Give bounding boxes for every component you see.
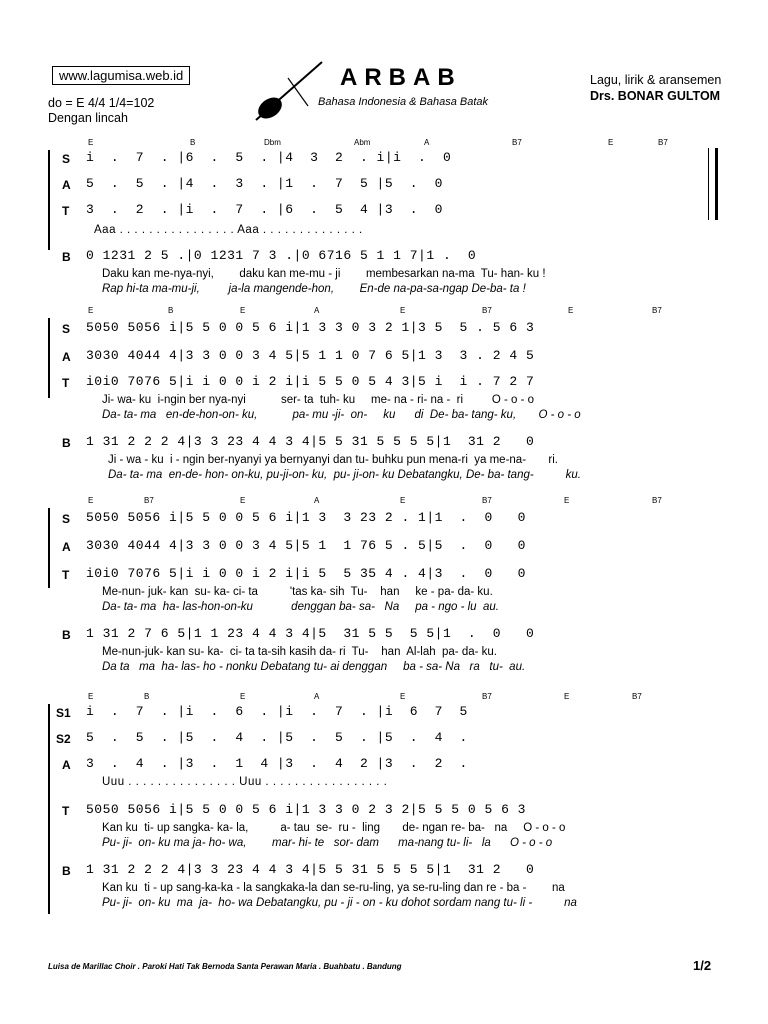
voice-row	[48, 374, 718, 392]
voice-row	[48, 224, 718, 242]
chord: A	[314, 692, 320, 701]
tempo-info	[48, 96, 154, 126]
bass-lyrics-indonesian: Ji - wa - ku i - ngin ber-nyanyi ya bernyanyi dan tu- buhku pun mena-ri ya me-na- ri.	[108, 454, 558, 466]
notes: 3030 4044 4|3 3 0 0 3 4 5|5 1 1 0 7 6 5|1 3 3 . 2 4 5	[86, 348, 535, 363]
lyrics-indonesian: Ji- wa- ku i-ngin ber nya-nyi ser- ta tuh- ku me- na - ri- na - ri O - o - o	[102, 394, 535, 406]
chord: B7	[482, 496, 492, 505]
chord: E	[608, 138, 614, 147]
voice-label: T	[62, 568, 70, 582]
vocalise: Aaa . . . . . . . . . . . . . . . . Aaa . . . . . . . . . . . . . .	[94, 224, 363, 236]
notes: 3 . 2 . |i . 7 . |6 . 5 4 |3 . 0	[86, 202, 443, 217]
tenor-lyrics-batak: Pu- ji- on- ku ma ja- ho- wa, mar- hi- te sor- dam ma-nang tu- li- la O - o - o	[102, 837, 553, 849]
notes: 1 31 2 2 2 4|3 3 23 4 4 3 4|5 5 31 5 5 5 5|1 31 2 0	[86, 434, 535, 449]
notes: 1 31 2 7 6 5|1 1 23 4 4 3 4|5 31 5 5 5 5|1 . 0 0	[86, 626, 535, 641]
chord: B7	[632, 692, 642, 701]
chord: E	[240, 692, 246, 701]
voice-label: A	[62, 350, 71, 364]
voice-label: A	[62, 758, 71, 772]
page-number: 1/2	[693, 958, 712, 973]
chord: E	[400, 496, 406, 505]
voice-row	[48, 348, 718, 366]
notes: i0i0 7076 5|i i 0 0 i 2 i|i 5 5 0 5 4 3|5 i i . 7 2 7	[86, 374, 535, 389]
voice-label: S	[62, 322, 71, 336]
credit-line: Lagu, lirik & aransemen	[590, 73, 722, 87]
voice-label: S	[62, 152, 71, 166]
lyrics-indonesian: Me-nun- juk- kan su- ka- ci- ta 'tas ka- sih Tu- han ke - pa- da- ku.	[102, 586, 493, 598]
chord: E	[88, 306, 94, 315]
voice-label: S2	[56, 732, 71, 746]
bass-row	[48, 434, 718, 452]
voice-row	[48, 202, 718, 220]
notes: 5050 5056 i|5 5 0 0 5 6 i|1 3 3 0 2 3 2|5 5 5 0 5 6 3	[86, 802, 526, 817]
chord: B7	[482, 306, 492, 315]
key-tempo: do = E 4/4 1/4=102	[48, 96, 155, 110]
chord: B7	[482, 692, 492, 701]
bass-lyrics-batak: Da- ta- ma en-de- hon- on-ku, pu-ji-on- ku, pu- ji-on- ku Debatangku, De- ba- tang- ku.	[108, 469, 581, 481]
website-url-box: www.lagumisa.web.id	[52, 66, 190, 85]
system-4	[48, 692, 718, 922]
voice-row	[48, 510, 718, 528]
chord: E	[88, 692, 94, 701]
voice-row	[48, 248, 718, 266]
chord: A	[314, 306, 320, 315]
chord: Abm	[354, 138, 371, 147]
chord: E	[88, 138, 94, 147]
chord: B	[190, 138, 196, 147]
repeat-barline	[708, 148, 718, 220]
chord: E	[240, 496, 246, 505]
chord: B7	[658, 138, 668, 147]
lyrics-indonesian: Daku kan me-nya-nyi, daku kan me-mu - ji membesarkan na-ma Tu- han- ku !	[102, 268, 546, 280]
chord: B7	[512, 138, 522, 147]
chord: B7	[652, 306, 662, 315]
system-1	[48, 138, 718, 298]
chord: E	[400, 692, 406, 701]
chord: B	[144, 692, 150, 701]
chord: E	[240, 306, 246, 315]
voice-label: S	[62, 512, 71, 526]
bass-lyrics-batak: Pu- ji- on- ku ma ja- ho- wa Debatangku, pu - ji - on - ku dohot sordam nang tu- li - na	[102, 897, 577, 909]
voice-row	[48, 538, 718, 556]
chord: E	[400, 306, 406, 315]
bass-lyrics-batak: Da ta ma ha- las- ho - nonku Debatang tu- ai denggan ba - sa- Na ra tu- au.	[102, 661, 526, 673]
notes: 3 . 4 . |3 . 1 4 |3 . 4 2 |3 . 2 .	[86, 756, 468, 771]
lyrics-batak: Da- ta- ma en-de-hon-on- ku, pa- mu -ji- on- ku di De- ba- tang- ku, O - o - o	[102, 409, 581, 421]
notes: i0i0 7076 5|i i 0 0 i 2 i|i 5 5 35 4 . 4|3 . 0 0	[86, 566, 526, 581]
author: Drs. BONAR GULTOM	[590, 89, 721, 103]
chord: E	[564, 692, 570, 701]
song-subtitle: Bahasa Indonesia & Bahasa Batak	[318, 96, 489, 108]
voice-label: T	[62, 804, 70, 818]
voice-row	[48, 176, 718, 194]
bass-row	[48, 626, 718, 644]
system-3	[48, 496, 718, 680]
bass-lyrics-indonesian: Me-nun-juk- kan su- ka- ci- ta ta-sih kasih da- ri Tu- han Al-lah pa- da- ku.	[102, 646, 497, 658]
voice-label: A	[62, 540, 71, 554]
chord: A	[314, 496, 320, 505]
chord: B	[168, 306, 174, 315]
chord: A	[424, 138, 430, 147]
vocalise: Uuu . . . . . . . . . . . . . . . Uuu . . . . . . . . . . . . . . . . .	[102, 776, 388, 788]
notes: 5050 5056 i|5 5 0 0 5 6 i|1 3 3 0 3 2 1|3 5 5 . 5 6 3	[86, 320, 535, 335]
chord: Dbm	[264, 138, 281, 147]
notes: 3030 4044 4|3 3 0 0 3 4 5|5 1 1 76 5 . 5|5 . 0 0	[86, 538, 526, 553]
voice-label: B	[62, 864, 71, 878]
bass-lyrics-indonesian: Kan ku ti - up sang-ka-ka - la sangkaka-la dan se-ru-ling, ya se-ru-ling dan re - ba - na	[102, 882, 565, 894]
lyrics-batak: Da- ta- ma ha- las-hon-on-ku denggan ba- sa- Na pa - ngo - lu au.	[102, 601, 499, 613]
mood: Dengan lincah	[48, 111, 128, 125]
voice-label: S1	[56, 706, 71, 720]
notes: i . 7 . |i . 6 . |i . 7 . |i 6 7 5	[86, 704, 468, 719]
chord: E	[568, 306, 574, 315]
footer-choir: Luisa de Marillac Choir . Paroki Hati Tak Bernoda Santa Perawan Maria . Buahbatu . Bandung	[48, 962, 402, 971]
notes: 5050 5056 i|5 5 0 0 5 6 i|1 3 3 23 2 . 1|1 . 0 0	[86, 510, 526, 525]
tenor-lyrics-indonesian: Kan ku ti- up sangka- ka- la, a- tau se- ru - ling de- ngan re- ba- na O - o - o	[102, 822, 566, 834]
chord: B7	[652, 496, 662, 505]
voice-label: T	[62, 204, 70, 218]
voice-label: B	[62, 436, 71, 450]
lyrics-batak: Rap hi-ta ma-mu-ji, ja-la mangende-hon, En-de na-pa-sa-ngap De-ba- ta !	[102, 283, 526, 295]
voice-row	[48, 776, 718, 794]
voice-row	[48, 566, 718, 584]
voice-row	[48, 320, 718, 338]
voice-row	[48, 704, 718, 722]
bass-row	[48, 862, 718, 880]
system-2	[48, 306, 718, 484]
song-title: ARBAB	[340, 64, 462, 91]
chord: E	[564, 496, 570, 505]
tenor-row	[48, 802, 718, 820]
notes: i . 7 . |6 . 5 . |4 3 2 . i|i . 0	[86, 150, 452, 165]
voice-label: A	[62, 178, 71, 192]
chord: B7	[144, 496, 154, 505]
notes: 5 . 5 . |4 . 3 . |1 . 7 5 |5 . 0	[86, 176, 443, 191]
voice-row	[48, 756, 718, 774]
voice-label: T	[62, 376, 70, 390]
voice-label: B	[62, 250, 71, 264]
credits	[590, 72, 721, 104]
voice-label: B	[62, 628, 71, 642]
notes: 1 31 2 2 2 4|3 3 23 4 4 3 4|5 5 31 5 5 5 5|1 31 2 0	[86, 862, 535, 877]
voice-row	[48, 730, 718, 748]
chord: E	[88, 496, 94, 505]
arbab-instrument-icon	[248, 58, 328, 128]
voice-row	[48, 150, 718, 168]
notes: 5 . 5 . |5 . 4 . |5 . 5 . |5 . 4 .	[86, 730, 468, 745]
notes: 0 1231 2 5 .|0 1231 7 3 .|0 6716 5 1 1 7|1 . 0	[86, 248, 477, 263]
